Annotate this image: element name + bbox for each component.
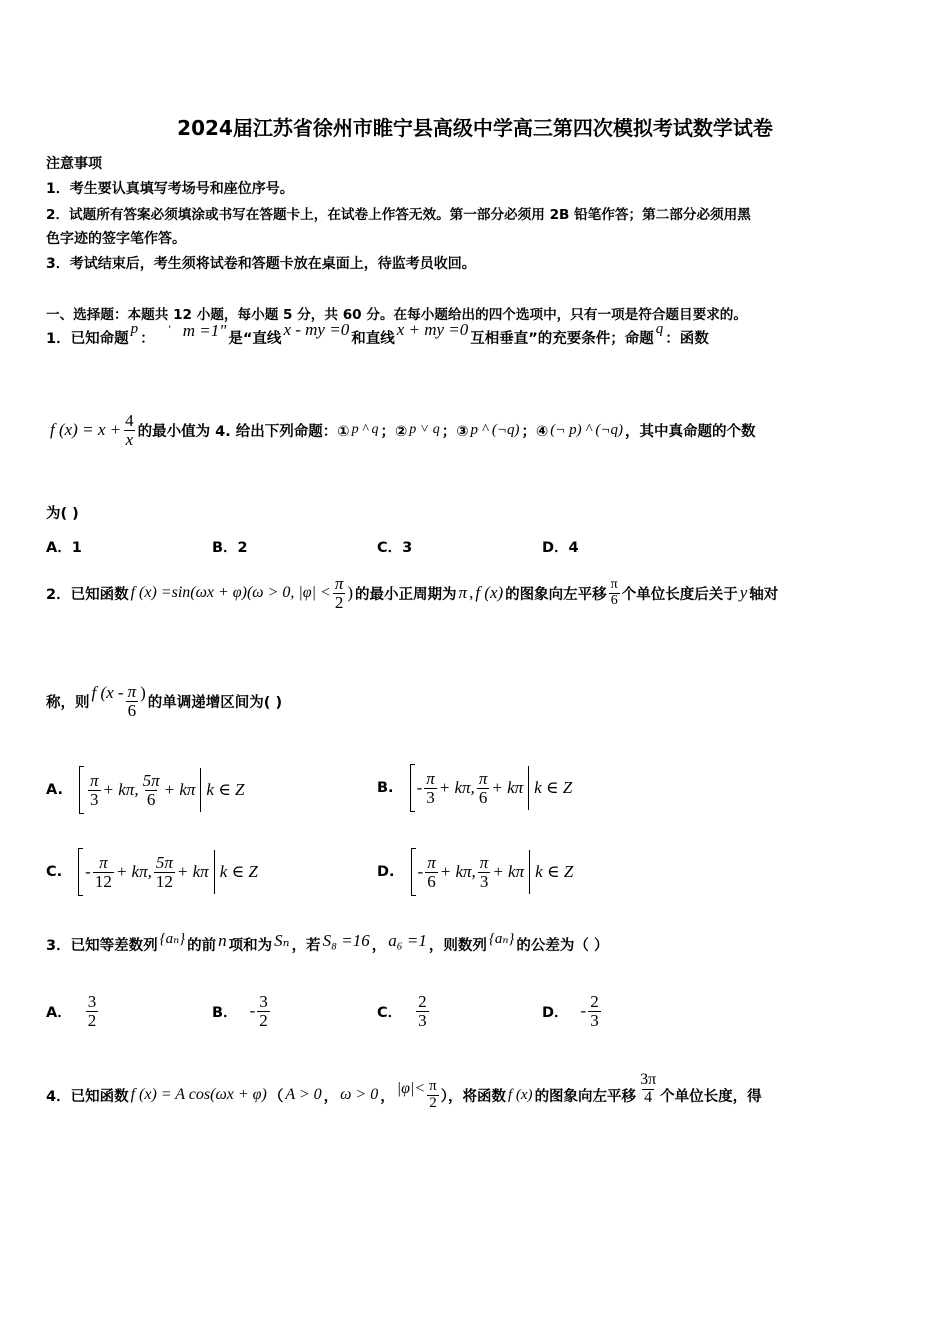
q3-a-num: 3 bbox=[87, 992, 97, 1011]
q2-option-d-pre: - bbox=[417, 862, 424, 881]
q2-option-d-frac2 bbox=[478, 854, 491, 891]
q1-text-7: ，其中真命题的个数 bbox=[625, 423, 756, 440]
q3-b-den: 2 bbox=[259, 1010, 268, 1030]
q3-d-frac bbox=[588, 993, 601, 1030]
q1-line1 bbox=[46, 319, 709, 348]
q2-a-d1: 3 bbox=[90, 789, 99, 809]
q2-option-c-cond: k ∈ Z bbox=[219, 862, 258, 881]
q2-option-b-frac2 bbox=[477, 770, 490, 807]
q2-b-d2: 6 bbox=[478, 787, 488, 807]
q2-option-d-mid: + kπ, bbox=[439, 862, 476, 881]
q3-text-4: ，若 bbox=[291, 938, 321, 954]
q2-b-n1: π bbox=[426, 768, 435, 788]
q1-colon: ： bbox=[140, 331, 155, 347]
q4-text-5: ），将函数 bbox=[440, 1088, 506, 1105]
q3-text-5: ， bbox=[371, 938, 387, 954]
q1-claim-1: p ^ q bbox=[351, 422, 379, 438]
q3-a-label: A． bbox=[46, 1004, 72, 1021]
q1-m-eq: m =1" bbox=[182, 320, 227, 340]
q3-d-sign: - bbox=[580, 1001, 587, 1021]
q1-text-5: ：函数 bbox=[665, 331, 709, 347]
q2-a-d2: 6 bbox=[146, 789, 156, 809]
notice-item-2: 2．试题所有答案必须填涂或书写在答题卡上，在试卷上作答无效。第一部分必须用 2B 铅笔作答；第二部分必须用黑 bbox=[46, 207, 751, 223]
notice-heading: 注意事项 bbox=[46, 156, 102, 172]
q2-text-2: 的最小正周期为 bbox=[355, 586, 457, 603]
q2-option-d-bar bbox=[529, 850, 530, 894]
q2-option-c-frac2 bbox=[154, 854, 175, 891]
q2-option-c-end: + kπ bbox=[176, 862, 209, 881]
q2-shift-num: π bbox=[610, 577, 618, 593]
q2-option-c-bar bbox=[214, 850, 215, 894]
q1-sep-2: ；③ bbox=[441, 423, 469, 440]
q4-text-3: ， bbox=[323, 1088, 339, 1105]
q2-d-n2: π bbox=[479, 852, 489, 872]
q2-c-n1: π bbox=[99, 852, 108, 872]
q3-d-label: D． bbox=[542, 1004, 569, 1021]
q2-option-b-label: B. bbox=[377, 780, 394, 796]
q1-text-1: 1．已知命题 bbox=[46, 331, 129, 347]
q2-phi-bound bbox=[333, 575, 346, 612]
q3-text-7: 的公差为（ ） bbox=[516, 938, 609, 954]
q2-option-b-cond: k ∈ Z bbox=[534, 778, 573, 797]
q2-function: f (x) =sin(ωx + φ)(ω > 0, |φ| < bbox=[130, 584, 331, 602]
q2-d-d1: 6 bbox=[427, 871, 436, 891]
q4-a-cond: A > 0 bbox=[285, 1086, 322, 1104]
q3-option-d bbox=[542, 993, 601, 1030]
q4-shift-num: 3π bbox=[640, 1071, 657, 1088]
q3-d-den: 3 bbox=[590, 1010, 599, 1030]
q2-g-lhs: f (x - bbox=[91, 683, 124, 703]
q1-function-lhs: f (x) = x + bbox=[50, 420, 122, 440]
notice-item-1: 1．考生要认真填写考场号和座位序号。 bbox=[46, 181, 294, 197]
q2-d-n1: π bbox=[427, 852, 436, 872]
q1-q: q bbox=[655, 321, 664, 337]
q3-text-3: 项和为 bbox=[228, 938, 273, 954]
q3-s8: S₈ =16 bbox=[322, 930, 370, 950]
q1-line2 bbox=[50, 412, 756, 449]
q2-text-7: 的单调递增区间为( ) bbox=[147, 694, 283, 711]
exam-title: 2024届江苏省徐州市睢宁县高级中学高三第四次模拟考试数学试卷 bbox=[177, 116, 773, 140]
q1-line1-eq: x - my =0 bbox=[283, 319, 350, 339]
q1-option-b: B．2 bbox=[212, 540, 248, 556]
q2-g-num: π bbox=[127, 682, 137, 701]
notice-item-2-cont: 色字迹的签字笔作答。 bbox=[46, 231, 186, 247]
q3-option-c bbox=[377, 993, 429, 1030]
section-heading: 一、选择题：本题共 12 小题，每小题 5 分，共 60 分。在每小题给出的四个选项中，只有一项是符合题目要求的。 bbox=[46, 307, 747, 323]
q2-option-a-bar bbox=[200, 768, 201, 812]
q2-text-3: 的图象向左平移 bbox=[505, 586, 607, 603]
q2-shift bbox=[609, 578, 620, 608]
q2-g-frac bbox=[126, 683, 139, 720]
q2-option-c bbox=[46, 848, 258, 896]
q4-phi-den: 2 bbox=[429, 1094, 437, 1111]
q2-option-a-frac2 bbox=[141, 772, 162, 809]
q3-a6: a₆ =1 bbox=[388, 930, 427, 950]
q3-sn: Sₙ bbox=[274, 930, 290, 950]
q2-option-c-lbracket bbox=[78, 848, 83, 896]
q2-option-b bbox=[377, 764, 572, 812]
q4-phi-num: π bbox=[429, 1078, 437, 1095]
q1-p: p bbox=[130, 321, 139, 337]
q2-phi-num: π bbox=[334, 574, 344, 593]
q1-tick: ' bbox=[168, 322, 171, 336]
q2-option-a-frac1 bbox=[88, 772, 101, 809]
q2-text-5: 轴对 bbox=[749, 586, 779, 603]
q2-option-a-end: + kπ bbox=[163, 780, 196, 799]
q1-frac-num: 4 bbox=[125, 411, 134, 430]
q2-fx: f (x) bbox=[475, 583, 504, 603]
q2-option-a-label: A. bbox=[46, 782, 63, 798]
q4-text-7: 个单位长度，得 bbox=[660, 1088, 762, 1105]
q2-option-c-label: C. bbox=[46, 864, 63, 880]
q3-b-sign: - bbox=[249, 1001, 256, 1021]
q3-line1 bbox=[46, 930, 609, 955]
q3-a-frac bbox=[86, 993, 99, 1030]
q1-option-d: D．4 bbox=[542, 540, 579, 556]
q3-b-label: B． bbox=[212, 1004, 238, 1021]
q1-sep-3: ；④ bbox=[521, 423, 549, 440]
q2-option-d-lbracket bbox=[411, 848, 416, 896]
q4-text-1: 4．已知函数 bbox=[46, 1088, 129, 1105]
q2-option-b-bar bbox=[528, 766, 529, 810]
q2-d-d2: 3 bbox=[479, 871, 489, 891]
q3-c-frac bbox=[416, 993, 429, 1030]
q2-line2 bbox=[46, 683, 282, 720]
q2-option-d-label: D. bbox=[377, 864, 395, 880]
q2-period: π bbox=[458, 583, 468, 603]
q3-text-2: 的前 bbox=[187, 938, 217, 954]
q1-text-6: 的最小值为 4. 给出下列命题：① bbox=[137, 423, 350, 440]
q1-option-a: A．1 bbox=[46, 540, 82, 556]
q2-option-c-pre: - bbox=[85, 862, 91, 881]
q2-option-d-cond: k ∈ Z bbox=[535, 862, 574, 881]
q1-sep-1: ；② bbox=[380, 423, 408, 440]
q2-y: y bbox=[739, 583, 748, 603]
q2-comma: , bbox=[469, 583, 474, 603]
q4-text-6: 的图象向左平移 bbox=[534, 1088, 637, 1105]
q1-claim-2: p ˅ q bbox=[409, 422, 440, 438]
q1-option-c: C．3 bbox=[377, 540, 413, 556]
q4-shift-frac bbox=[638, 1072, 658, 1107]
q2-a-n1: π bbox=[90, 770, 99, 790]
q4-text-2: （ bbox=[268, 1088, 284, 1105]
q3-b-num: 3 bbox=[259, 992, 268, 1011]
q3-text-1: 3．已知等差数列 bbox=[46, 938, 158, 954]
q2-c-d2: 12 bbox=[155, 871, 173, 891]
q3-c-den: 3 bbox=[418, 1010, 427, 1030]
q2-option-c-frac1 bbox=[93, 854, 114, 891]
q1-line2-eq: x + my =0 bbox=[396, 319, 469, 339]
q2-close: ) bbox=[347, 583, 354, 603]
q2-text-4: 个单位长度后关于 bbox=[621, 586, 738, 603]
q2-option-b-pre: - bbox=[416, 778, 423, 797]
q2-option-b-frac1 bbox=[424, 770, 437, 807]
q1-text-4: 互相垂直”的充要条件；命题 bbox=[470, 331, 654, 347]
q3-d-num: 2 bbox=[590, 992, 599, 1011]
q2-text-1: 2．已知函数 bbox=[46, 586, 129, 603]
q3-text-6: ，则数列 bbox=[428, 938, 487, 954]
q1-frac-den: x bbox=[125, 429, 134, 449]
q4-phi-frac bbox=[427, 1079, 439, 1112]
q3-n: n bbox=[218, 930, 227, 950]
q4-text-4: ， bbox=[380, 1088, 395, 1105]
q2-option-b-end: + kπ bbox=[491, 778, 524, 797]
q4-w-cond: ω > 0 bbox=[340, 1086, 379, 1104]
q3-a-den: 2 bbox=[87, 1010, 97, 1030]
q1-text-3: 和直线 bbox=[351, 331, 395, 347]
q2-option-a-mid: + kπ, bbox=[102, 780, 139, 799]
q2-option-c-mid: + kπ, bbox=[115, 862, 152, 881]
q2-c-d1: 12 bbox=[94, 871, 112, 891]
q3-option-a bbox=[46, 993, 98, 1030]
q3-option-b bbox=[212, 993, 270, 1030]
q2-c-n2: 5π bbox=[155, 852, 173, 872]
q4-function: f (x) = A cos(ωx + φ) bbox=[130, 1086, 267, 1104]
q2-phi-den: 2 bbox=[334, 592, 344, 612]
q2-shift-den: 6 bbox=[610, 592, 618, 608]
q1-fraction bbox=[123, 412, 136, 449]
q3-b-frac bbox=[257, 993, 270, 1030]
q3-sequence-2: {aₙ} bbox=[488, 931, 515, 947]
q2-option-a bbox=[46, 766, 245, 814]
q2-option-b-mid: + kπ, bbox=[438, 778, 475, 797]
q4-fx: f (x) bbox=[507, 1086, 533, 1103]
q2-option-d bbox=[377, 848, 573, 896]
q2-option-a-cond: k ∈ Z bbox=[206, 780, 245, 799]
q2-a-n2: 5π bbox=[142, 770, 160, 790]
q2-option-b-lbracket bbox=[410, 764, 415, 812]
q3-c-num: 2 bbox=[418, 992, 427, 1011]
q2-g-close: ) bbox=[140, 683, 146, 703]
q2-b-n2: π bbox=[478, 768, 488, 788]
q4-phi: |φ|< bbox=[396, 1080, 426, 1098]
q2-b-d1: 3 bbox=[426, 787, 435, 807]
notice-item-3: 3．考试结束后，考生须将试卷和答题卡放在桌面上，待监考员收回。 bbox=[46, 256, 476, 272]
q1-text-8: 为( ) bbox=[46, 506, 79, 522]
q4-shift-den: 4 bbox=[644, 1088, 653, 1106]
q1-claim-4: (¬ p) ^ (¬q) bbox=[550, 421, 624, 438]
q3-c-label: C． bbox=[377, 1004, 403, 1021]
q2-text-6: 称，则 bbox=[46, 694, 90, 711]
q2-g-den: 6 bbox=[127, 700, 137, 720]
q4-line1 bbox=[46, 1071, 762, 1113]
q2-option-d-frac1 bbox=[425, 854, 438, 891]
q1-claim-3: p ^ (¬q) bbox=[470, 421, 520, 438]
q3-sequence: {aₙ} bbox=[159, 931, 186, 947]
q1-text-2: 是“直线 bbox=[228, 331, 282, 347]
q2-line1 bbox=[46, 575, 778, 612]
q2-option-a-lbracket bbox=[79, 766, 84, 814]
q2-option-d-end: + kπ bbox=[492, 862, 525, 881]
